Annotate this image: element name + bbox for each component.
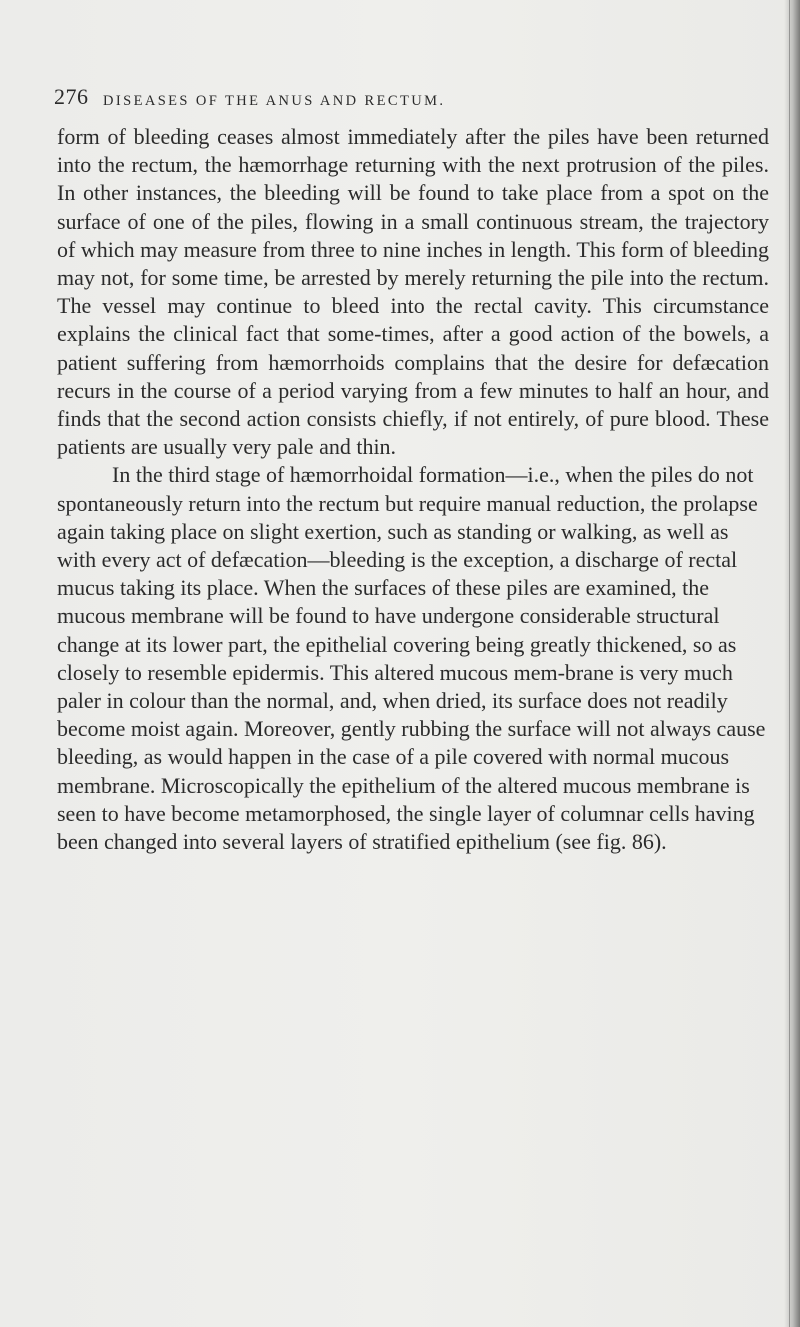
page-header [54,84,754,114]
paragraph-continuation: form of bleeding ceases almost immediately after the piles have been returned into the rectum, the hæmorrhage returning with the next protrusion of the piles. In other instances, the bleeding will be found to take place from a spot on the surface of one of the piles, flowing in a small continuous stream, the trajectory of which may measure from three to nine inches in length. This form of bleeding may not, for some time, be arrested by merely returning the pile into the rectum. The vessel may continue to bleed into the rectal cavity. This circumstance explains the clinical fact that some-times, after a good action of the bowels, a patient suffering from hæmorrhoids complains that the desire for defæcation recurs in the course of a period varying from a few minutes to half an hour, and finds that the second action consists chiefly, if not entirely, of pure blood. These patients are usually very pale and thin. [57,124,769,460]
page-number: 276 [54,84,89,109]
page-edge-shadow [784,0,800,1327]
running-head: DISEASES OF THE ANUS AND RECTUM. [103,93,446,109]
body-text [57,123,769,856]
paragraph-third-stage: In the third stage of hæmorrhoidal formation—i.e., when the piles do not spontaneously return into the rectum but require manual reduction, the prolapse again taking place on slight exertion, such as standing or walking, as well as with every act of defæcation—bleeding is the exception, a discharge of rectal mucus taking its place. When the surfaces of these piles are examined, the mucous membrane will be found to have undergone considerable structural change at its lower part, the epithelial covering being greatly thickened, so as closely to resemble epidermis. This altered mucous mem-brane is very much paler in colour than the normal, and, when dried, its surface does not readily become moist again. Moreover, gently rubbing the surface will not always cause bleeding, as would happen in the case of a pile covered with normal mucous membrane. Microscopically the epithelium of the altered mucous membrane is seen to have become metamorphosed, the single layer of columnar cells having been changed into several layers of stratified epithelium (see fig. 86). [57,462,766,855]
